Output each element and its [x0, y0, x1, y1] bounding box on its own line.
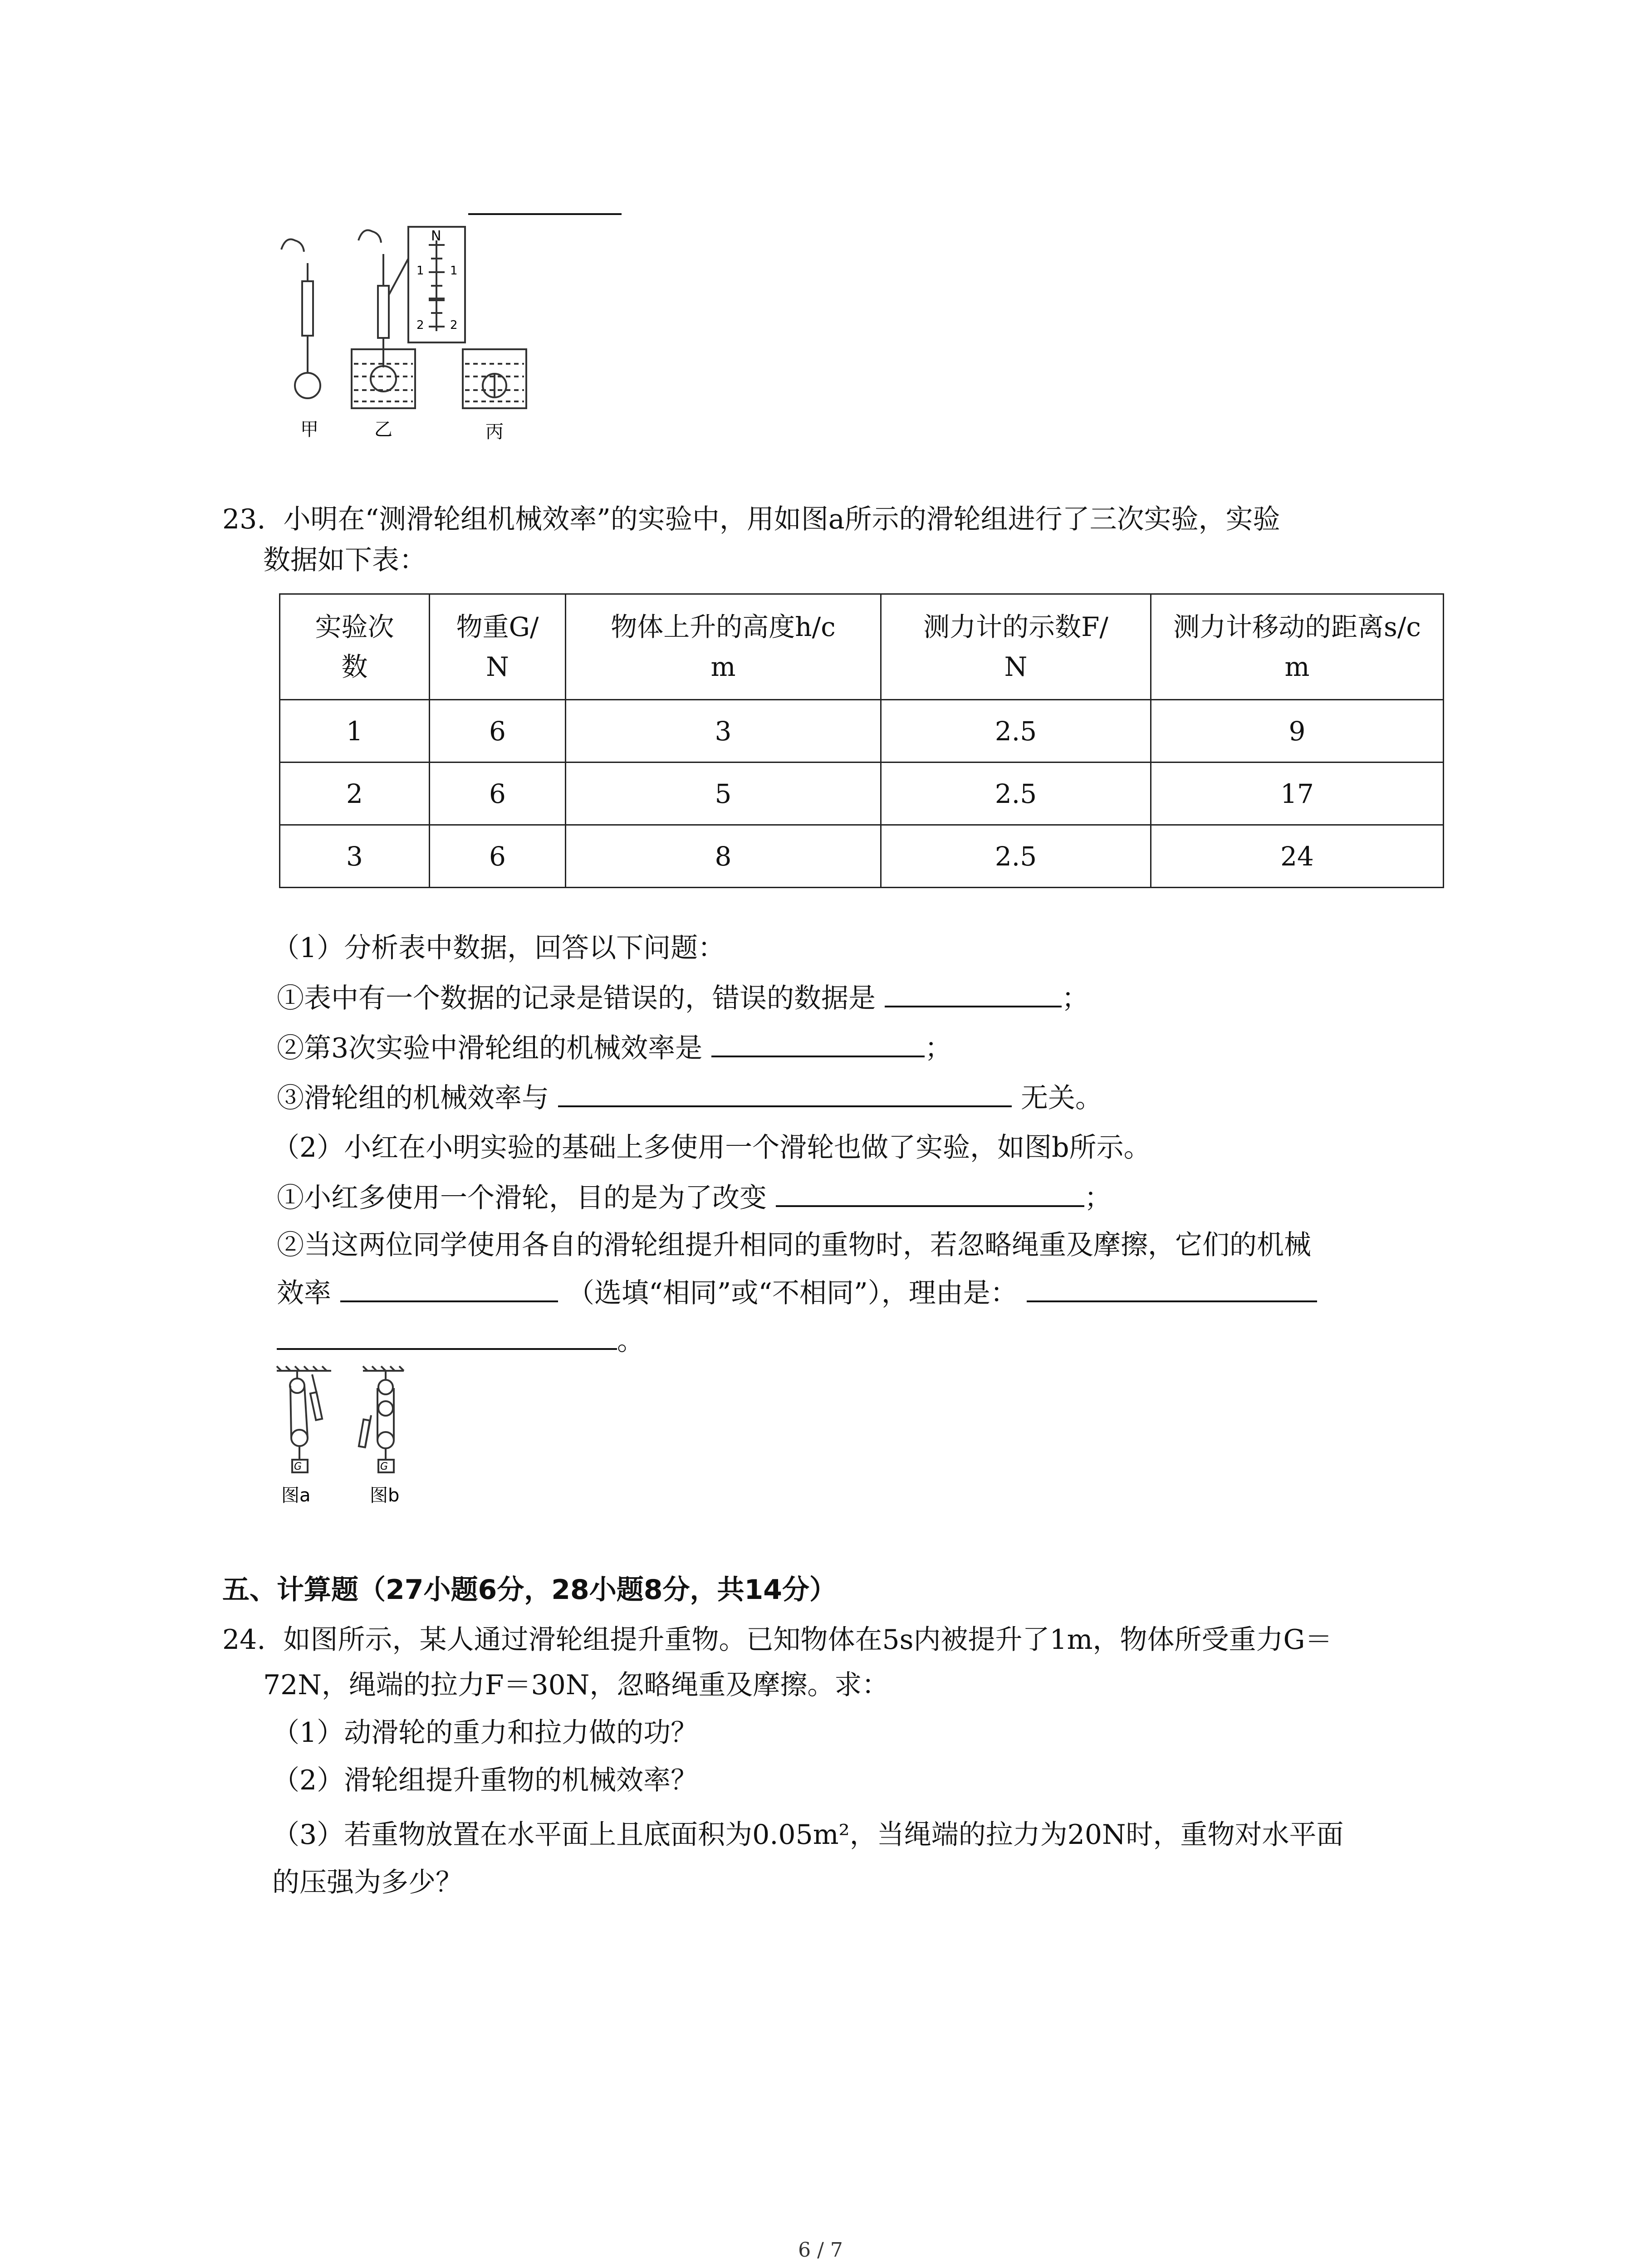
question-number: 23. [222, 503, 266, 535]
figure-label: 图b [370, 1485, 400, 1506]
figure-label: 甲 [300, 419, 318, 440]
q23-part1-title: （1）分析表中数据，回答以下问题： [272, 932, 725, 964]
table-row [280, 700, 1444, 763]
q23-part2-b-line3: 。 [277, 1320, 644, 1361]
table-cell: 3 [280, 825, 430, 888]
pulley-figures [272, 1365, 463, 1538]
weight-label: G [294, 1461, 302, 1472]
scale-tick-label: 1 [416, 264, 424, 278]
answer-blank[interactable] [885, 978, 1062, 1007]
table-cell: 6 [430, 825, 566, 888]
figure-label: 乙 [374, 419, 392, 440]
answer-blank[interactable] [776, 1177, 1084, 1207]
table-cell: 17 [1151, 763, 1444, 825]
table-cell: 1 [280, 700, 430, 763]
figure-label: 丙 [485, 421, 504, 442]
table-cell: 2.5 [881, 825, 1151, 888]
q24-line1: 24. 如图所示，某人通过滑轮组提升重物。已知物体在5s内被提升了1m，物体所受重力G＝ [222, 1624, 1332, 1656]
q23-part2-title: （2）小红在小明实验的基础上多使用一个滑轮也做了实验，如图b所示。 [272, 1132, 1151, 1163]
answer-blank[interactable] [1027, 1272, 1317, 1302]
experiment-data-table [279, 593, 1444, 888]
q23-part2-b-line1: ②当这两位同学使用各自的滑轮组提升相同的重物时，若忽略绳重及摩擦，它们的机械 [277, 1229, 1311, 1261]
table-row [280, 763, 1444, 825]
table-row [280, 825, 1444, 888]
answer-blank[interactable] [711, 1027, 925, 1057]
q23-part1-b: ②第3次实验中滑轮组的机械效率是 ； [277, 1027, 952, 1069]
table-cell: 5 [566, 763, 881, 825]
table-cell: 2.5 [881, 700, 1151, 763]
figure-label: 图a [281, 1485, 311, 1506]
previous-answer-blank [468, 213, 622, 215]
table-cell: 2.5 [881, 763, 1151, 825]
q23-part1-c: ③滑轮组的机械效率与 无关。 [277, 1077, 1102, 1119]
q24-sub3-line2: 的压强为多少？ [272, 1867, 463, 1898]
q23-part2-a: ①小红多使用一个滑轮，目的是为了改变 ； [277, 1177, 1112, 1218]
q24-sub3-line1: （3）若重物放置在水平面上且底面积为0.05m²，当绳端的拉力为20N时，重物对水平面 [272, 1819, 1344, 1851]
section-title: 五、计算题（27小题6分，28小题8分，共14分） [222, 1574, 837, 1606]
weight-label: G [380, 1461, 388, 1472]
scale-tick-label: 2 [450, 318, 458, 332]
table-cell: 9 [1151, 700, 1444, 763]
question-number: 24. [222, 1624, 266, 1656]
table-header-row [280, 594, 1444, 700]
scale-unit-label: N [431, 228, 441, 244]
table-cell: 6 [430, 763, 566, 825]
table-header-cell: 物重G/ N [430, 594, 566, 700]
table-header-cell: 测力计移动的距离s/c m [1151, 594, 1444, 700]
table-cell: 2 [280, 763, 430, 825]
scale-tick-label: 1 [450, 264, 458, 278]
page-number: 6 / 7 [798, 2239, 843, 2262]
table-header-cell: 物体上升的高度h/c m [566, 594, 881, 700]
table-header-cell: 测力计的示数F/ N [881, 594, 1151, 700]
table-cell: 6 [430, 700, 566, 763]
q23-part1-a: ①表中有一个数据的记录是错误的，错误的数据是 ； [277, 978, 1089, 1019]
answer-blank[interactable] [558, 1077, 1012, 1107]
table-cell: 8 [566, 825, 881, 888]
table-cell: 3 [566, 700, 881, 763]
q24-line2: 72N，绳端的拉力F＝30N，忽略绳重及摩擦。求： [263, 1669, 889, 1701]
q23-intro-line2: 数据如下表： [263, 544, 426, 576]
buoyancy-experiment-figure [272, 222, 554, 458]
table-cell: 24 [1151, 825, 1444, 888]
scale-tick-label: 2 [416, 318, 424, 332]
answer-blank[interactable] [340, 1272, 558, 1302]
q24-sub1: （1）动滑轮的重力和拉力做的功？ [272, 1717, 698, 1749]
table-header-cell: 实验次 数 [280, 594, 430, 700]
q24-sub2: （2）滑轮组提升重物的机械效率？ [272, 1765, 698, 1796]
q23-part2-b-line2: 效率 （选填“相同”或“不相同”），理由是： [277, 1272, 1317, 1314]
q23-intro-line1: 小明在“测滑轮组机械效率”的实验中，用如图a所示的滑轮组进行了三次实验，实验 [283, 503, 1280, 535]
answer-blank[interactable] [277, 1320, 617, 1350]
q23-intro [222, 499, 1280, 540]
